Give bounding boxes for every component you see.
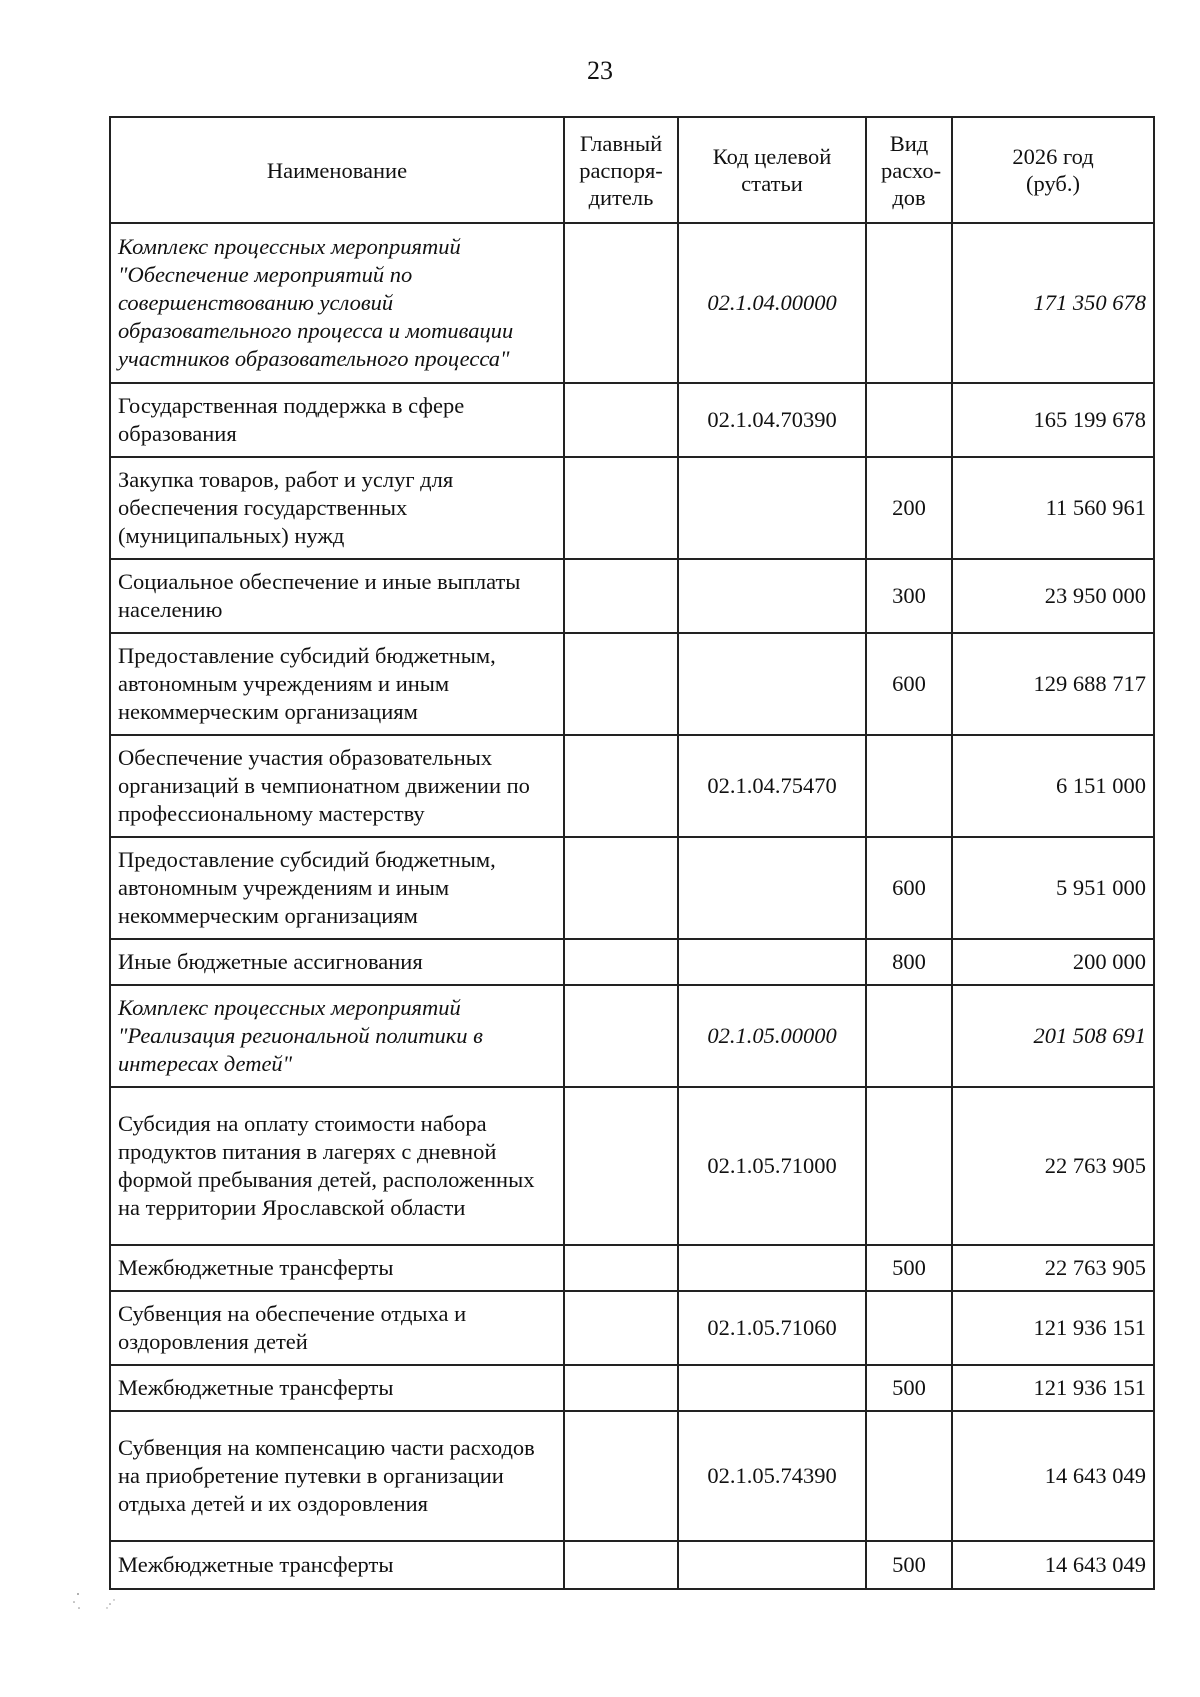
table-row: [110, 559, 1154, 633]
table-row: [110, 457, 1154, 559]
row-name: Государственная поддержка в сфере образования: [110, 383, 564, 457]
row-kind: 600: [866, 633, 952, 735]
row-kind: [866, 1291, 952, 1365]
row-name: Предоставление субсидий бюджетным, автономным учреждениям и иным некоммерческим организациям: [110, 633, 564, 735]
row-kind: [866, 1411, 952, 1541]
row-chief: [564, 223, 678, 383]
page-number: 23: [587, 56, 613, 85]
row-name: Закупка товаров, работ и услуг для обеспечения государственных (муниципальных) нужд: [110, 457, 564, 559]
row-chief: [564, 1087, 678, 1245]
row-kind: 500: [866, 1245, 952, 1291]
row-amount: 22 763 905: [952, 1245, 1154, 1291]
row-amount: 165 199 678: [952, 383, 1154, 457]
row-chief: [564, 1365, 678, 1411]
row-kind: 300: [866, 559, 952, 633]
row-name: Предоставление субсидий бюджетным, автономным учреждениям и иным некоммерческим организациям: [110, 837, 564, 939]
budget-table: [109, 116, 1155, 1590]
row-code: [678, 1245, 866, 1291]
row-amount: 121 936 151: [952, 1291, 1154, 1365]
row-kind: 800: [866, 939, 952, 985]
row-chief: [564, 559, 678, 633]
row-chief: [564, 1291, 678, 1365]
row-name: Комплекс процессных мероприятий "Обеспечение мероприятий по совершенствованию условий образовательного процесса и мотивации участников образовательного процесса": [110, 223, 564, 383]
table-row: [110, 223, 1154, 383]
row-amount: 22 763 905: [952, 1087, 1154, 1245]
table-row: [110, 1541, 1154, 1589]
table-row: [110, 1245, 1154, 1291]
row-code: 02.1.05.74390: [678, 1411, 866, 1541]
row-chief: [564, 383, 678, 457]
row-chief: [564, 985, 678, 1087]
row-code: 02.1.05.00000: [678, 985, 866, 1087]
row-code: 02.1.05.71000: [678, 1087, 866, 1245]
table-row: [110, 1087, 1154, 1245]
row-chief: [564, 735, 678, 837]
header-name: Наименование: [110, 117, 564, 223]
row-kind: [866, 1087, 952, 1245]
row-amount: 200 000: [952, 939, 1154, 985]
row-name: Межбюджетные трансферты: [110, 1365, 564, 1411]
row-amount: 5 951 000: [952, 837, 1154, 939]
row-chief: [564, 633, 678, 735]
row-amount: 11 560 961: [952, 457, 1154, 559]
table-row: [110, 985, 1154, 1087]
row-chief: [564, 837, 678, 939]
row-code: 02.1.04.00000: [678, 223, 866, 383]
header-expense-kind: Вид расхо-дов: [866, 117, 952, 223]
header-target-code: Код целевой статьи: [678, 117, 866, 223]
table-row: [110, 1411, 1154, 1541]
row-name: Субсидия на оплату стоимости набора продуктов питания в лагерях с дневной формой пребывания детей, расположенных на территории Ярославской области: [110, 1087, 564, 1245]
row-amount: 6 151 000: [952, 735, 1154, 837]
row-name: Иные бюджетные ассигнования: [110, 939, 564, 985]
row-chief: [564, 939, 678, 985]
row-name: Комплекс процессных мероприятий "Реализация региональной политики в интересах детей": [110, 985, 564, 1087]
row-code: 02.1.04.70390: [678, 383, 866, 457]
row-chief: [564, 1411, 678, 1541]
row-name: Обеспечение участия образовательных организаций в чемпионатном движении по профессиональному мастерству: [110, 735, 564, 837]
row-code: [678, 837, 866, 939]
table-row: [110, 1291, 1154, 1365]
row-amount: 121 936 151: [952, 1365, 1154, 1411]
row-code: [678, 457, 866, 559]
row-name: Социальное обеспечение и иные выплаты населению: [110, 559, 564, 633]
row-code: [678, 1365, 866, 1411]
header-chief-administrator: Главный распоря-дитель: [564, 117, 678, 223]
row-name: Межбюджетные трансферты: [110, 1541, 564, 1589]
row-kind: 500: [866, 1365, 952, 1411]
row-chief: [564, 1541, 678, 1589]
row-code: 02.1.05.71060: [678, 1291, 866, 1365]
row-kind: [866, 735, 952, 837]
table-row: [110, 939, 1154, 985]
row-amount: 201 508 691: [952, 985, 1154, 1087]
row-code: [678, 559, 866, 633]
row-kind: 500: [866, 1541, 952, 1589]
table-row: [110, 1365, 1154, 1411]
row-name: Межбюджетные трансферты: [110, 1245, 564, 1291]
row-name: Субвенция на обеспечение отдыха и оздоровления детей: [110, 1291, 564, 1365]
row-kind: 200: [866, 457, 952, 559]
row-code: [678, 939, 866, 985]
row-code: 02.1.04.75470: [678, 735, 866, 837]
table-row: [110, 633, 1154, 735]
table-row: [110, 383, 1154, 457]
row-code: [678, 1541, 866, 1589]
row-kind: 600: [866, 837, 952, 939]
row-kind: [866, 223, 952, 383]
row-amount: 129 688 717: [952, 633, 1154, 735]
scan-specks: [70, 1590, 130, 1620]
row-code: [678, 633, 866, 735]
row-chief: [564, 1245, 678, 1291]
row-amount: 14 643 049: [952, 1411, 1154, 1541]
row-kind: [866, 985, 952, 1087]
table-row: [110, 735, 1154, 837]
header-year-amount: 2026 год (руб.): [952, 117, 1154, 223]
row-chief: [564, 457, 678, 559]
table-row: [110, 837, 1154, 939]
row-name: Субвенция на компенсацию части расходов на приобретение путевки в организации отдыха детей и их оздоровления: [110, 1411, 564, 1541]
row-kind: [866, 383, 952, 457]
row-amount: 14 643 049: [952, 1541, 1154, 1589]
row-amount: 171 350 678: [952, 223, 1154, 383]
table-header-row: [110, 117, 1154, 223]
row-amount: 23 950 000: [952, 559, 1154, 633]
